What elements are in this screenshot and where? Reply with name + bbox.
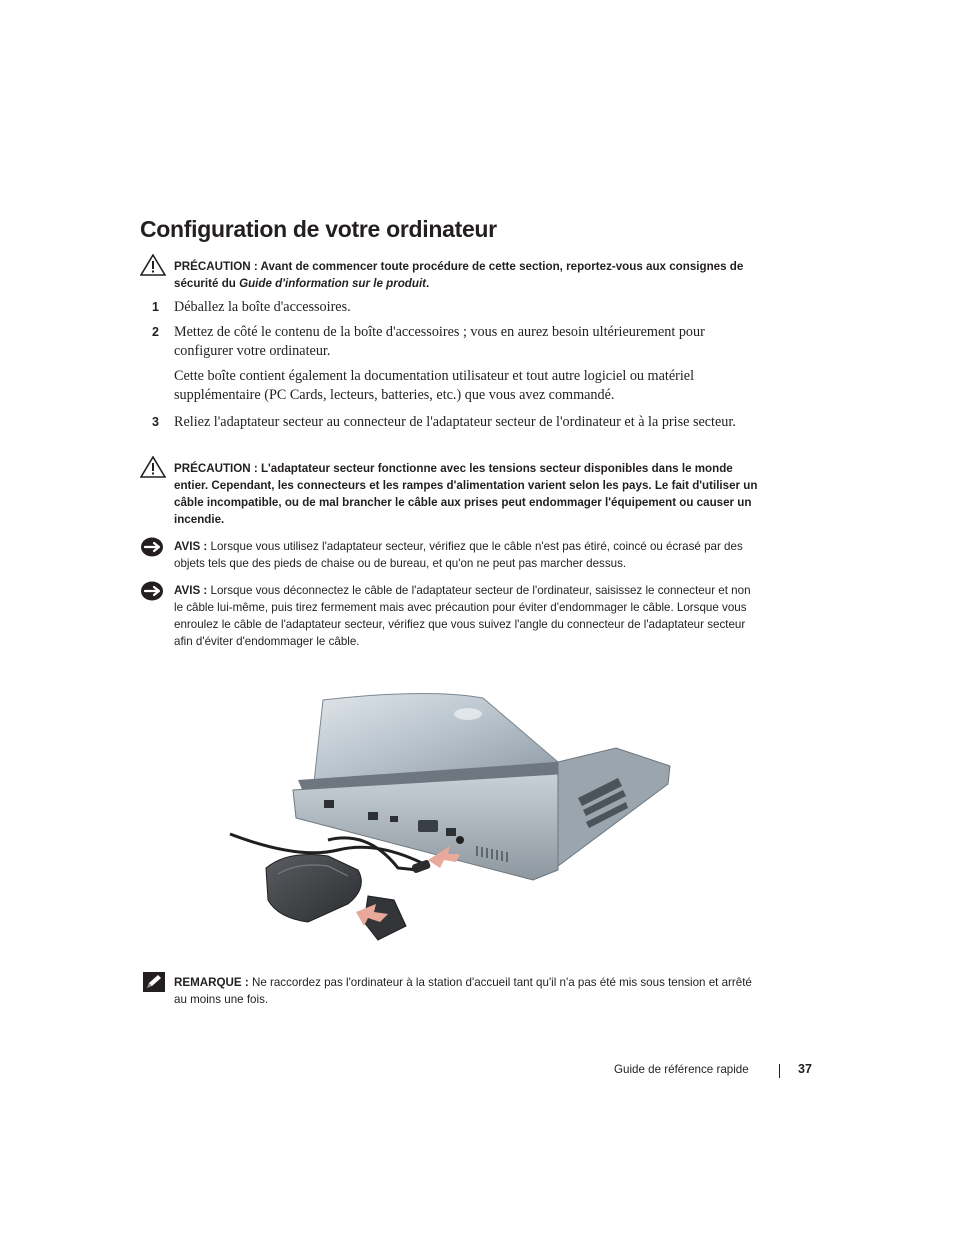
caution-label: PRÉCAUTION : bbox=[174, 260, 258, 273]
caution-precaution-2 bbox=[174, 460, 759, 528]
warning-triangle-icon bbox=[140, 456, 166, 478]
note-remarque bbox=[174, 974, 759, 1008]
page-number: 37 bbox=[798, 1062, 812, 1076]
notice-label: AVIS : bbox=[174, 584, 208, 597]
notice-label: AVIS : bbox=[174, 540, 208, 553]
step-number: 1 bbox=[152, 300, 159, 314]
notice-avis-1 bbox=[174, 538, 759, 572]
caution-precaution-1: PRÉCAUTION : Avant de commencer toute procédure de cette section, reportez-vous aux consignes de sécurité du Guide d'information sur le produit. bbox=[174, 260, 744, 290]
step-1 bbox=[152, 298, 762, 318]
notice-avis-2 bbox=[174, 582, 759, 650]
note-text: Ne raccordez pas l'ordinateur à la station d'accueil tant qu'il n'a pas été mis sous tension et arrêté au moins une fois. bbox=[174, 976, 752, 1006]
step-3 bbox=[152, 413, 762, 453]
note-pencil-icon bbox=[143, 972, 165, 992]
notice-hand-icon bbox=[140, 580, 166, 602]
page-title: Configuration de votre ordinateur bbox=[140, 216, 497, 242]
caution-book-title: Guide d'information sur le produit bbox=[239, 277, 427, 290]
step-text: Déballez la boîte d'accessoires. bbox=[174, 299, 351, 315]
notice-hand-icon bbox=[140, 536, 166, 558]
notice-text: Lorsque vous utilisez l'adaptateur secteur, vérifiez que le câble n'est pas étiré, coincé ou écrasé par des objets tels que des pieds de chaise ou de bureau, et qu'on ne peut pas marcher dessus. bbox=[174, 540, 743, 570]
step-number: 2 bbox=[152, 325, 159, 339]
step-2-note: Cette boîte contient également la documentation utilisateur et tout autre logiciel ou matériel supplémentaire (PC Cards, lecteurs, batteries, etc.) que vous avez commandé. bbox=[174, 368, 695, 403]
laptop-adapter-illustration bbox=[228, 690, 678, 952]
step-text: Mettez de côté le contenu de la boîte d'accessoires ; vous en aurez besoin ultérieurement pour configurer votre ordinateur. bbox=[174, 324, 705, 359]
step-text: Reliez l'adaptateur secteur au connecteur de l'adaptateur secteur de l'ordinateur et à la prise secteur. bbox=[174, 414, 736, 430]
warning-triangle-icon bbox=[140, 254, 166, 276]
footer-guide-title: Guide de référence rapide bbox=[614, 1063, 749, 1076]
notice-text: Lorsque vous déconnectez le câble de l'adaptateur secteur de l'ordinateur, saisissez le connecteur et non le câble lui-même, puis tirez fermement mais avec précaution pour éviter d'endommager le câble. Lorsque vous enroulez le câble de l'adaptateur secteur, vérifiez que vous suivez l'angle du connecteur de l'adaptateur secteur afin d'éviter d'endommager le câble. bbox=[174, 584, 751, 648]
step-2 bbox=[152, 323, 762, 363]
note-label: REMARQUE : bbox=[174, 976, 249, 989]
footer-separator bbox=[779, 1064, 780, 1078]
caution-text: Avant de commencer toute procédure de cette section, reportez-vous aux consignes de sécurité du bbox=[174, 260, 744, 290]
caution-text: L'adaptateur secteur fonctionne avec les tensions secteur disponibles dans le monde entier. Cependant, les connecteurs et les rampes d'alimentation varient selon les pays. Le fait d'utiliser un câble incompatible, ou de mal brancher le câble aux prises peut endommager l'équipement ou causer un incendie. bbox=[174, 462, 758, 526]
step-number: 3 bbox=[152, 415, 159, 429]
caution-label: PRÉCAUTION : bbox=[174, 462, 258, 475]
